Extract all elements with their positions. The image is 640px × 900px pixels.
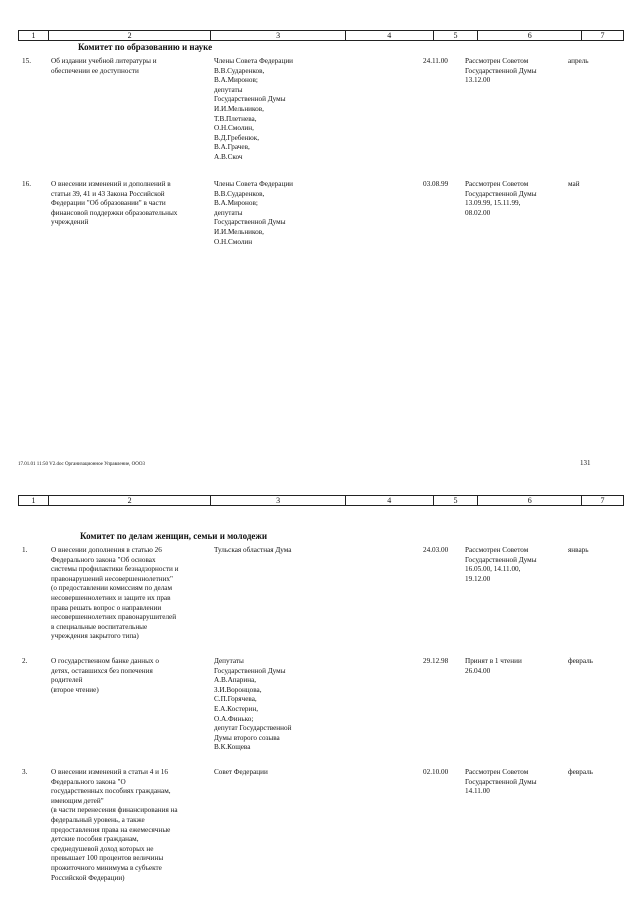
bill-status-line: Государственной Думы bbox=[465, 777, 537, 786]
bill-status-line: 14.11.00 bbox=[465, 787, 490, 796]
bill-title-line: несовершеннолетних правонарушителей bbox=[51, 613, 177, 622]
bill-title-line: в специальные воспитательные bbox=[51, 622, 148, 631]
bill-title-line: права решать вопрос о направлении bbox=[51, 603, 162, 612]
col-num: 7 bbox=[600, 496, 605, 505]
bill-authors-line: В.А.Миронов; bbox=[214, 76, 258, 85]
bill-authors-line: В.А.Миронов; bbox=[214, 199, 258, 208]
bill-title-line: Об издании учебной литературы и bbox=[51, 57, 157, 65]
planned-month: май bbox=[568, 180, 580, 188]
bill-authors-line: З.И.Воронцова, bbox=[214, 685, 262, 694]
bill-title-line: О государственном банке данных о bbox=[51, 657, 159, 665]
bill-status-line: Рассмотрен Советом bbox=[465, 180, 529, 188]
bill-authors bbox=[214, 57, 344, 163]
bill-authors-line: Депутаты bbox=[214, 657, 244, 665]
bill-title-line: имеющим детей" bbox=[51, 796, 104, 805]
submission-date: 29.12.98 bbox=[423, 657, 449, 665]
bill-title bbox=[51, 180, 211, 228]
bill-authors bbox=[214, 546, 344, 556]
col-num: 3 bbox=[211, 31, 346, 40]
bill-authors-line: В.Д.Гребенюк, bbox=[214, 133, 260, 142]
col-num: 4 bbox=[346, 496, 434, 505]
bill-title-line: (о предоставлении комиссиям по делам bbox=[51, 584, 173, 593]
bill-authors bbox=[214, 768, 344, 778]
bill-authors-line: А.В.Скоч bbox=[214, 152, 243, 161]
bill-authors-line: Думы второго созыва bbox=[214, 733, 280, 742]
bill-title-line: системы профилактики безнадзорности и bbox=[51, 565, 179, 574]
bill-authors-line: А.В.Апарина, bbox=[214, 676, 257, 685]
bill-title-line: Федерации "Об образовании" в части bbox=[51, 199, 166, 208]
bill-authors-line: депутаты bbox=[214, 85, 243, 94]
bill-title-line: обеспечении ее доступности bbox=[51, 66, 139, 75]
col-num: 2 bbox=[49, 496, 211, 505]
bill-status-line: Рассмотрен Советом bbox=[465, 57, 529, 65]
col-num: 5 bbox=[434, 31, 479, 40]
bill-authors-line: С.П.Горячева, bbox=[214, 695, 257, 704]
planned-month: февраль bbox=[568, 657, 593, 665]
bill-status-line: 13.12.00 bbox=[465, 76, 491, 85]
bill-status bbox=[465, 57, 565, 86]
bill-authors-line: Тульская областная Дума bbox=[214, 546, 292, 554]
bill-title bbox=[51, 546, 211, 642]
bill-title-line: О внесении изменений в статьи 4 и 16 bbox=[51, 768, 168, 776]
bill-authors-line: Государственной Думы bbox=[214, 218, 286, 227]
bill-status bbox=[465, 657, 565, 676]
bill-authors-line: В.К.Кощева bbox=[214, 743, 251, 752]
col-num: 2 bbox=[49, 31, 211, 40]
section-title: Комитет по образованию и науке bbox=[78, 42, 213, 52]
bill-title-line: финансовой поддержки образовательных bbox=[51, 208, 178, 217]
bill-status-line: Государственной Думы bbox=[465, 66, 537, 75]
row-number: 1. bbox=[22, 546, 28, 554]
planned-month: апрель bbox=[568, 57, 589, 65]
bill-title-line: несовершеннолетних и защите их прав bbox=[51, 593, 171, 602]
bill-authors-line: Члены Совета Федерации bbox=[214, 57, 294, 65]
row-number: 2. bbox=[22, 657, 28, 665]
bill-status bbox=[465, 180, 565, 218]
bill-title-line: правонарушений несовершеннолетних" bbox=[51, 574, 173, 583]
bill-title-line: детях, оставшихся без попечения bbox=[51, 666, 153, 675]
bill-title-line: родителей bbox=[51, 676, 83, 685]
submission-date: 24.03.00 bbox=[423, 546, 449, 554]
bill-authors-line: Государственной Думы bbox=[214, 666, 286, 675]
bill-title-line: (в части перенесения финансирования на bbox=[51, 806, 178, 815]
bill-status-line: Рассмотрен Советом bbox=[465, 546, 529, 554]
submission-date: 24.11.00 bbox=[423, 57, 448, 65]
bill-title-line: статьи 39, 41 и 43 Закона Российской bbox=[51, 189, 165, 198]
col-num: 1 bbox=[19, 31, 49, 40]
col-num: 6 bbox=[478, 31, 582, 40]
page-number: 131 bbox=[580, 459, 591, 467]
bill-authors-line: Члены Совета Федерации bbox=[214, 180, 294, 188]
column-header-row bbox=[18, 495, 624, 506]
bill-title-line: О внесении дополнения в статью 26 bbox=[51, 546, 162, 554]
bill-title bbox=[51, 657, 211, 695]
bill-title-line: федеральный уровень, а также bbox=[51, 815, 145, 824]
bill-status bbox=[465, 768, 565, 797]
bill-authors-line: депутат Государственной bbox=[214, 724, 292, 733]
bill-status-line: Государственной Думы bbox=[465, 555, 537, 564]
bill-authors-line: И.И.Мельников, bbox=[214, 104, 264, 113]
bill-status-line: 13.09.99, 15.11.99, bbox=[465, 199, 521, 208]
bill-status-line: 08.02.00 bbox=[465, 208, 491, 217]
page-footer: 17.01.01 11:50 V2.doc Организационное Управление, ООО3 bbox=[18, 462, 146, 467]
submission-date: 03.08.99 bbox=[423, 180, 449, 188]
bill-status-line: 16.05.00, 14.11.00, bbox=[465, 565, 521, 574]
row-number: 15. bbox=[22, 57, 31, 65]
col-num: 1 bbox=[19, 496, 49, 505]
bill-title-line: Федерального закона "О bbox=[51, 777, 126, 786]
col-num: 5 bbox=[434, 496, 479, 505]
bill-title bbox=[51, 768, 211, 883]
bill-authors-line: О.Н.Смолин, bbox=[214, 124, 254, 133]
bill-title-line: государственных пособиях гражданам, bbox=[51, 787, 171, 796]
bill-authors-line: депутаты bbox=[214, 208, 243, 217]
bill-title-line: учреждений bbox=[51, 218, 89, 227]
bill-status-line: Государственной Думы bbox=[465, 189, 537, 198]
bill-title-line: Федерального закона "Об основах bbox=[51, 555, 156, 564]
bill-title-line: О внесении изменений и дополнений в bbox=[51, 180, 171, 188]
bill-authors bbox=[214, 180, 344, 247]
bill-title-line: среднедушевой доход которых не bbox=[51, 844, 154, 853]
bill-status-line: 26.04.00 bbox=[465, 666, 491, 675]
bill-title-line: (второе чтение) bbox=[51, 685, 99, 694]
bill-title-line: предоставления права на ежемесячные bbox=[51, 825, 171, 834]
bill-authors-line: О.А.Финько; bbox=[214, 714, 254, 723]
bill-authors-line: В.А.Грачев, bbox=[214, 143, 250, 152]
planned-month: январь bbox=[568, 546, 589, 554]
bill-authors-line: В.В.Сударенков, bbox=[214, 189, 265, 198]
bill-authors-line: Е.А.Костерин, bbox=[214, 704, 258, 713]
bill-title-line: Российской Федерации) bbox=[51, 873, 125, 882]
bill-title-line: детские пособия гражданам, bbox=[51, 835, 139, 844]
bill-status-line: 19.12.00 bbox=[465, 574, 491, 583]
row-number: 16. bbox=[22, 180, 31, 188]
row-number: 3. bbox=[22, 768, 28, 776]
bill-title-line: превышает 100 процентов величины bbox=[51, 854, 164, 863]
bill-title-line: прожиточного минимума в субъекте bbox=[51, 863, 162, 872]
section-title: Комитет по делам женщин, семьи и молодежи bbox=[80, 531, 268, 541]
submission-date: 02.10.00 bbox=[423, 768, 449, 776]
bill-authors-line: Совет Федерации bbox=[214, 768, 268, 776]
bill-status bbox=[465, 546, 565, 584]
col-num: 4 bbox=[346, 31, 434, 40]
bill-authors bbox=[214, 657, 344, 753]
col-num: 3 bbox=[211, 496, 346, 505]
col-num: 7 bbox=[600, 31, 605, 40]
bill-status-line: Принят в 1 чтении bbox=[465, 657, 522, 665]
bill-status-line: Рассмотрен Советом bbox=[465, 768, 529, 776]
bill-authors-line: Т.В.Плетнева, bbox=[214, 114, 257, 123]
col-num: 6 bbox=[478, 496, 582, 505]
bill-authors-line: Государственной Думы bbox=[214, 95, 286, 104]
bill-title-line: учреждения закрытого типа) bbox=[51, 632, 139, 641]
planned-month: февраль bbox=[568, 768, 593, 776]
bill-authors-line: И.И.Мельников, bbox=[214, 227, 264, 236]
bill-authors-line: В.В.Сударенков, bbox=[214, 66, 265, 75]
bill-title bbox=[51, 57, 211, 76]
bill-authors-line: О.Н.Смолин bbox=[214, 237, 253, 246]
column-header-row bbox=[18, 30, 624, 41]
